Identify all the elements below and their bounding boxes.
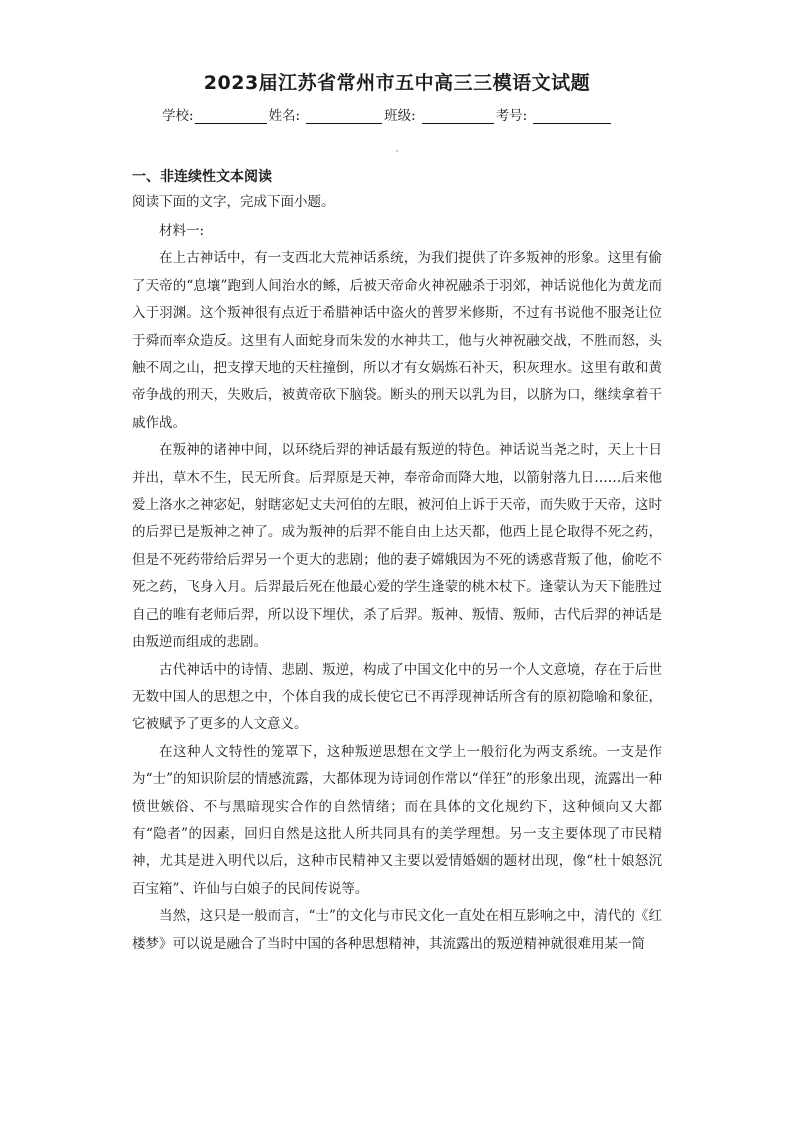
paragraph: 当然，这只是一般而言，“士”的文化与市民文化一直处在相互影响之中，清代的《红楼梦》可以说是融合了当时中国的各种思想精神，其流露出的叛逆精神就很难用某一简 bbox=[132, 908, 662, 952]
instruction-text: 阅读下面的文字，完成下面小题。 bbox=[132, 194, 335, 210]
number-label: 考号: bbox=[495, 108, 528, 124]
material-label: 材料一: bbox=[159, 223, 205, 239]
page-title: 2023届江苏省常州市五中高三三模语文试题 bbox=[203, 72, 591, 94]
school-blank[interactable] bbox=[195, 109, 267, 124]
class-label: 班级: bbox=[384, 108, 416, 124]
scan-dot bbox=[396, 150, 398, 152]
paragraph: 在这种人文特性的笼罩下，这种叛逆思想在文学上一般衍化为两支系统。一支是作为“士”的知识阶层的情感流露，大都体现为诗词创作常以“佯狂”的形象出现，流露出一种愤世嫉俗、不与黑暗现实合作的自然情绪；而在具体的文化规约下，这种倾向又大都有“隐者”的因素，回归自然是这批人所共同具有的美学理想。另一支主要体现了市民精神，尤其是进入明代以后，这种市民精神又主要以爱情婚姻的题材出现，像“杜十娘怒沉百宝箱”、许仙与白娘子的民间传说等。 bbox=[132, 743, 662, 897]
paragraph: 在叛神的诸神中间，以环绕后羿的神话最有叛逆的特色。神话说当尧之时，天上十日并出，草木不生，民无所食。后羿原是天神，奉帝命而降大地，以箭射落九日……后来他爱上洛水之神宓妃，射瞎宓妃丈夫河伯的左眼，被河伯上诉于天帝，而失败于天帝，这时的后羿已是叛神之神了。成为叛神的后羿不能自由上达天都，他西上昆仑取得不死之药，但是不死药带给后羿另一个更大的悲剧；他的妻子嫦娥因为不死的诱惑背叛了他，偷吃不死之药，飞身入月。后羿最后死在他最心爱的学生逢蒙的桃木杖下。逢蒙认为天下能胜过自己的唯有老师后羿，所以设下埋伏，杀了后羿。叛神、叛情、叛师，古代后羿的神话是由叛逆而组成的悲剧。 bbox=[132, 442, 662, 651]
number-blank[interactable] bbox=[533, 109, 611, 124]
paragraph: 在上古神话中，有一支西北大荒神话系统，为我们提供了许多叛神的形象。这里有偷了天帝的“息壤”跑到人间治水的鲧，后被天帝命火神祝融杀于羽郊，神话说他化为黄龙而入于羽渊。这个叛神很有点近于希腊神话中盗火的普罗米修斯，不过有书说他不服尧让位于舜而率众造反。这里有人面蛇身而朱发的水神共工，他与火神祝融交战，不胜而怒，头触不周之山，把支撑天地的天柱撞倒，所以才有女娲炼石补天，积灰理水。这里有敢和黄帝争战的刑天，失败后，被黄帝砍下脑袋。断头的刑天以乳为目，以脐为口，继续拿着干戚作战。 bbox=[132, 250, 662, 431]
paragraph: 古代神话中的诗情、悲剧、叛逆，构成了中国文化中的另一个人文意境，存在于后世无数中国人的思想之中，个体自我的成长使它已不再浮现神话所含有的原初隐喻和象征，它被赋予了更多的人文意义。 bbox=[132, 661, 662, 733]
school-label: 学校: bbox=[162, 108, 194, 124]
name-blank[interactable] bbox=[306, 109, 382, 124]
student-info-line bbox=[162, 104, 682, 124]
section-heading: 一、非连续性文本阅读 bbox=[132, 169, 272, 185]
name-label: 姓名: bbox=[268, 108, 301, 124]
reading-passage bbox=[132, 218, 662, 958]
class-blank[interactable] bbox=[422, 109, 494, 124]
